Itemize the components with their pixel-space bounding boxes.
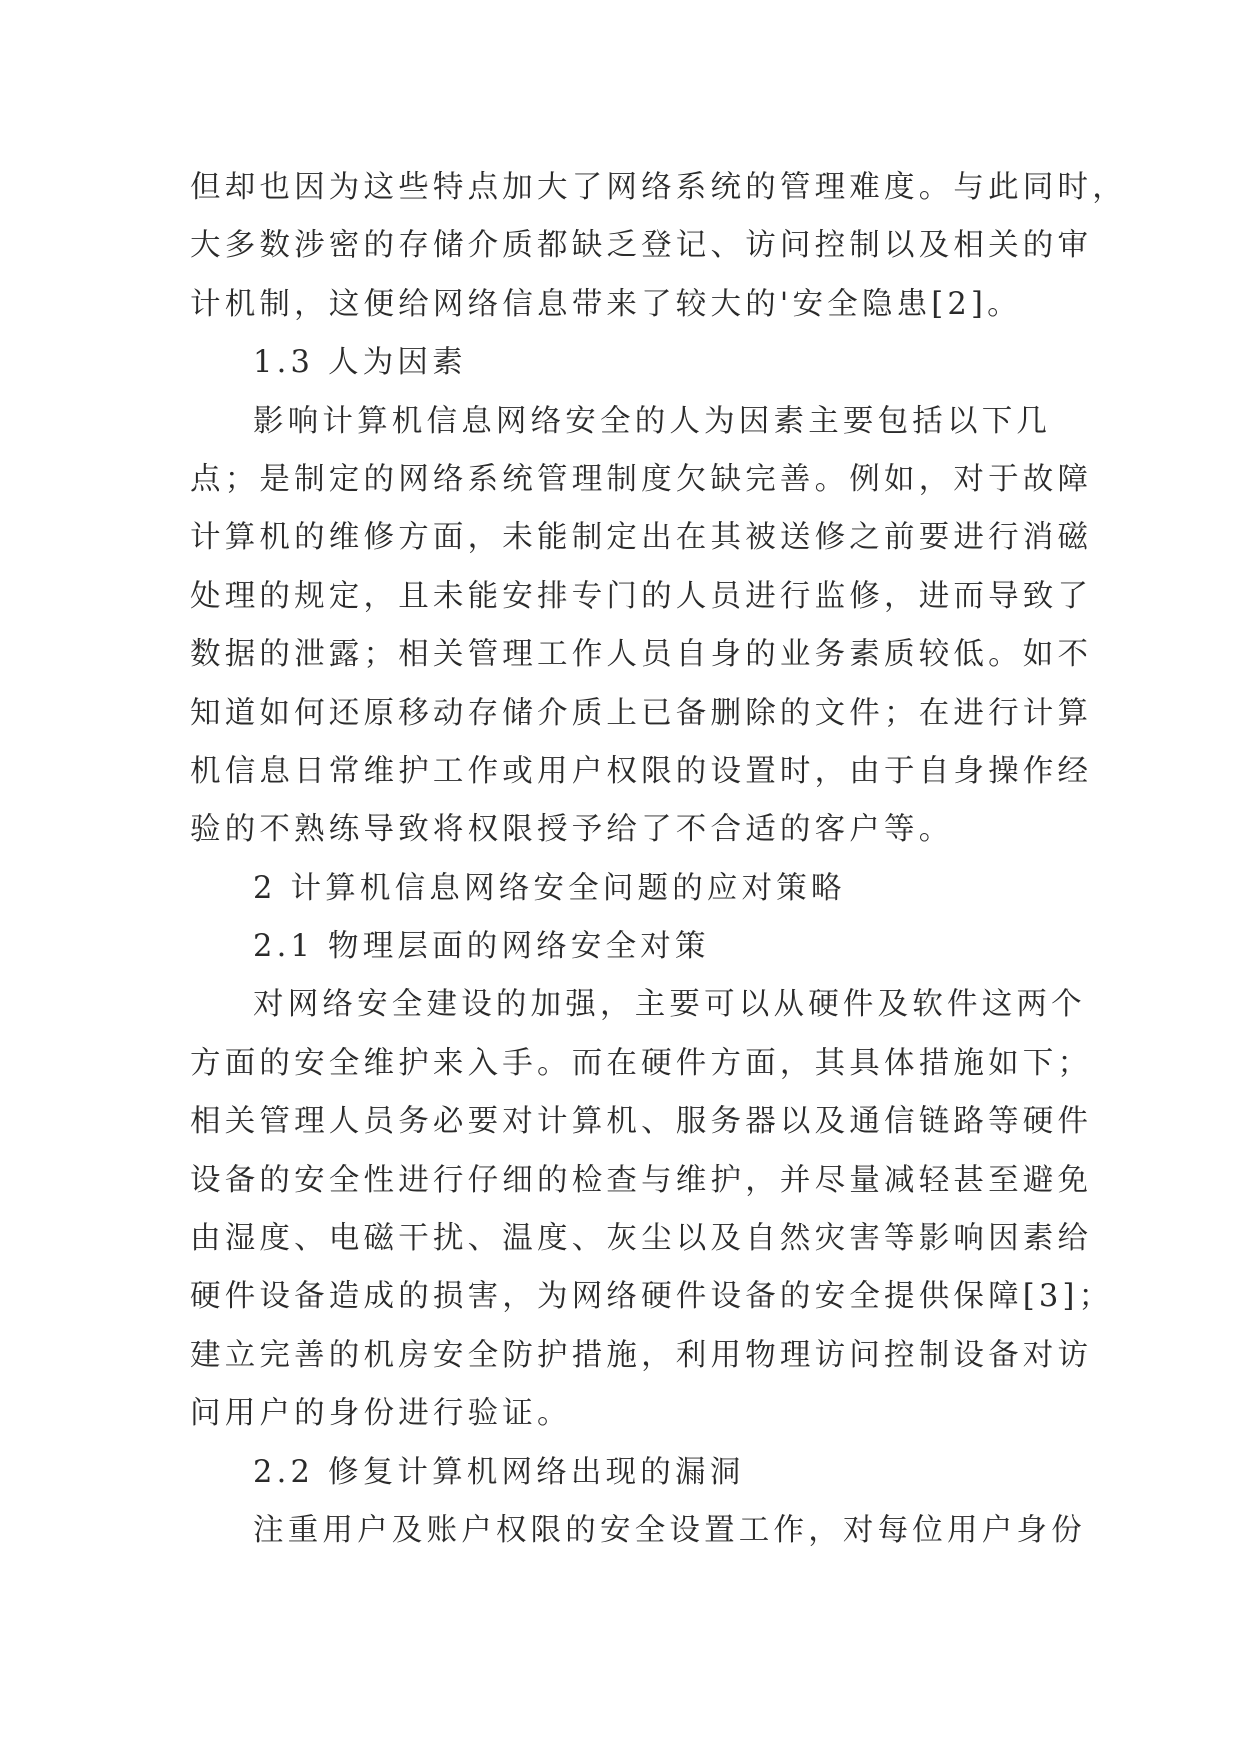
text-line: 相关管理人员务必要对计算机、服务器以及通信链路等硬件 bbox=[190, 1104, 1093, 1140]
section-heading-2: 2 计算机信息网络安全问题的应对策略 bbox=[253, 870, 846, 906]
text-line: 注重用户及账户权限的安全设置工作，对每位用户身份 bbox=[253, 1512, 1086, 1548]
section-heading-2-1: 2.1 物理层面的网络安全对策 bbox=[253, 929, 710, 965]
text-line: 影响计算机信息网络安全的人为因素主要包括以下几 bbox=[253, 403, 1052, 439]
text-line: 但却也因为这些特点加大了网络系统的管理难度。与此同时， bbox=[190, 170, 1127, 205]
text-line: 硬件设备造成的损害，为网络硬件设备的安全提供保障[3]； bbox=[190, 1279, 1114, 1315]
text-line: 建立完善的机房安全防护措施，利用物理访问控制设备对访 bbox=[190, 1337, 1093, 1373]
text-line: 数据的泄露；相关管理工作人员自身的业务素质较低。如不 bbox=[190, 637, 1093, 673]
text-line: 计机制，这便给网络信息带来了较大的'安全隐患[2]。 bbox=[190, 286, 1022, 322]
text-line: 知道如何还原移动存储介质上已备删除的文件；在进行计算 bbox=[190, 695, 1093, 731]
text-line: 点；是制定的网络系统管理制度欠缺完善。例如，对于故障 bbox=[190, 461, 1093, 497]
text-line: 设备的安全性进行仔细的检查与维护，并尽量减轻甚至避免 bbox=[190, 1162, 1093, 1198]
paragraph-human-factors bbox=[190, 393, 1093, 860]
text-line: 问用户的身份进行验证。 bbox=[190, 1396, 572, 1432]
text-line: 方面的安全维护来入手。而在硬件方面，其具体措施如下； bbox=[190, 1045, 1093, 1081]
paragraph-continuation bbox=[190, 159, 1127, 334]
text-line: 机信息日常维护工作或用户权限的设置时，由于自身操作经 bbox=[190, 753, 1093, 789]
text-line: 由湿度、电磁干扰、温度、灰尘以及自然灾害等影响因素给 bbox=[190, 1221, 1093, 1257]
document-body bbox=[190, 159, 1127, 1560]
text-line: 处理的规定，且未能安排专门的人员进行监修，进而导致了 bbox=[190, 578, 1093, 614]
section-heading-1-3: 1.3 人为因素 bbox=[253, 345, 467, 381]
text-line: 大多数涉密的存储介质都缺乏登记、访问控制以及相关的审 bbox=[190, 228, 1093, 264]
text-line: 对网络安全建设的加强，主要可以从硬件及软件这两个 bbox=[253, 987, 1086, 1023]
text-line: 计算机的维修方面，未能制定出在其被送修之前要进行消磁 bbox=[190, 520, 1093, 556]
text-line: 验的不熟练导致将权限授予给了不合适的客户等。 bbox=[190, 812, 954, 848]
paragraph-vulnerability-repair bbox=[190, 1502, 1086, 1560]
section-heading-2-2: 2.2 修复计算机网络出现的漏洞 bbox=[253, 1454, 745, 1490]
paragraph-physical-security bbox=[190, 976, 1114, 1443]
